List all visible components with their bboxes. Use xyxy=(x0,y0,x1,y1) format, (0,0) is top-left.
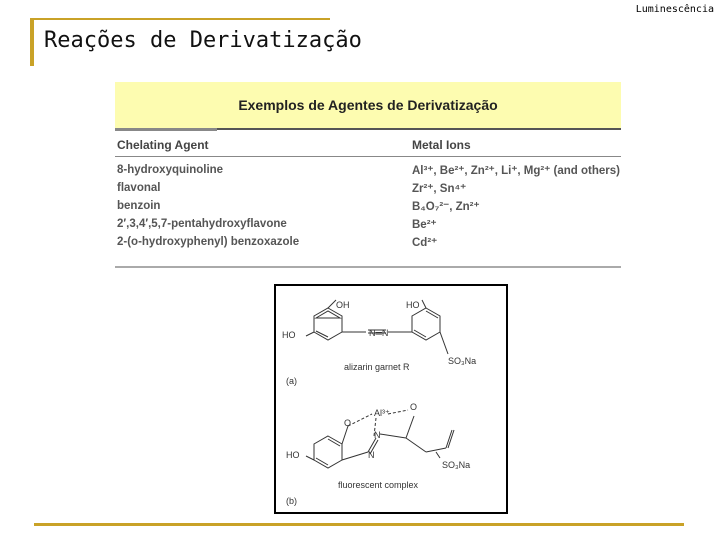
oxygen-label-2: O xyxy=(410,402,418,412)
nitrogen-label-2: N xyxy=(368,450,375,460)
sulfonate-label-b: SO₃Na xyxy=(442,460,471,470)
column-header-agent: Chelating Agent xyxy=(117,138,209,152)
oxygen-label-1: O xyxy=(344,418,352,428)
agent-cell: 2-(o-hydroxyphenyl) benzoxazole xyxy=(117,236,300,248)
sulfonate-label-a: SO₃Na xyxy=(448,356,477,366)
footer-accent-line xyxy=(34,523,684,526)
table-row xyxy=(115,197,621,215)
complex-left-ring xyxy=(314,436,342,468)
agent-cell: 2′,3,4′,5,7-pentahydroxyflavone xyxy=(117,218,287,230)
derivatization-table xyxy=(115,82,621,268)
figure-part-a-label: (a) xyxy=(286,376,297,386)
structures-drawing xyxy=(276,286,506,512)
complex-label: fluorescent complex xyxy=(338,480,419,490)
ions-cell: Be²⁺ xyxy=(412,219,437,231)
hydroxyl-label-left: HO xyxy=(282,330,296,340)
hydroxyl-label-right: HO xyxy=(406,300,420,310)
ions-cell: Zr²⁺, Sn⁴⁺ xyxy=(412,183,467,195)
azo-label: N═N xyxy=(369,328,389,338)
agent-cell: benzoin xyxy=(117,200,161,212)
hydroxyl-label-top: OH xyxy=(336,300,350,310)
nitrogen-label-1: N xyxy=(374,430,381,440)
table-row xyxy=(115,233,621,251)
table-header-row xyxy=(115,130,621,156)
ions-cell: Cd²⁺ xyxy=(412,237,438,249)
agent-cell: flavonal xyxy=(117,182,161,194)
table-row xyxy=(115,161,621,179)
section-label: Luminescência xyxy=(635,4,714,15)
table-body xyxy=(115,157,621,251)
table-top-rule-accent xyxy=(115,128,217,131)
figure-part-b-label: (b) xyxy=(286,496,297,506)
title-accent-line xyxy=(30,18,330,20)
table-caption: Exemplos de Agentes de Derivatização xyxy=(115,82,621,128)
page-title: Reações de Derivatização xyxy=(44,28,362,53)
ions-cell: B₄O₇²⁻, Zn²⁺ xyxy=(412,201,480,213)
chemical-structures-figure xyxy=(274,284,508,514)
alizarin-garnet-structure xyxy=(306,300,448,354)
left-benzene-ring xyxy=(314,308,342,340)
agent-cell: 8-hydroxyquinoline xyxy=(117,164,224,176)
column-header-ions: Metal Ions xyxy=(412,138,471,152)
title-accent-bar xyxy=(30,18,34,66)
alizarin-label: alizarin garnet R xyxy=(344,362,410,372)
right-benzene-ring xyxy=(412,308,440,340)
table-row xyxy=(115,215,621,233)
aluminium-ion-label: Al³⁺ xyxy=(374,408,390,418)
hydroxyl-label-b: HO xyxy=(286,450,300,460)
table-row xyxy=(115,179,621,197)
table-bottom-rule xyxy=(115,266,621,268)
ions-cell: Al³⁺, Be²⁺, Zn²⁺, Li⁺, Mg²⁺ (and others) xyxy=(412,165,620,177)
